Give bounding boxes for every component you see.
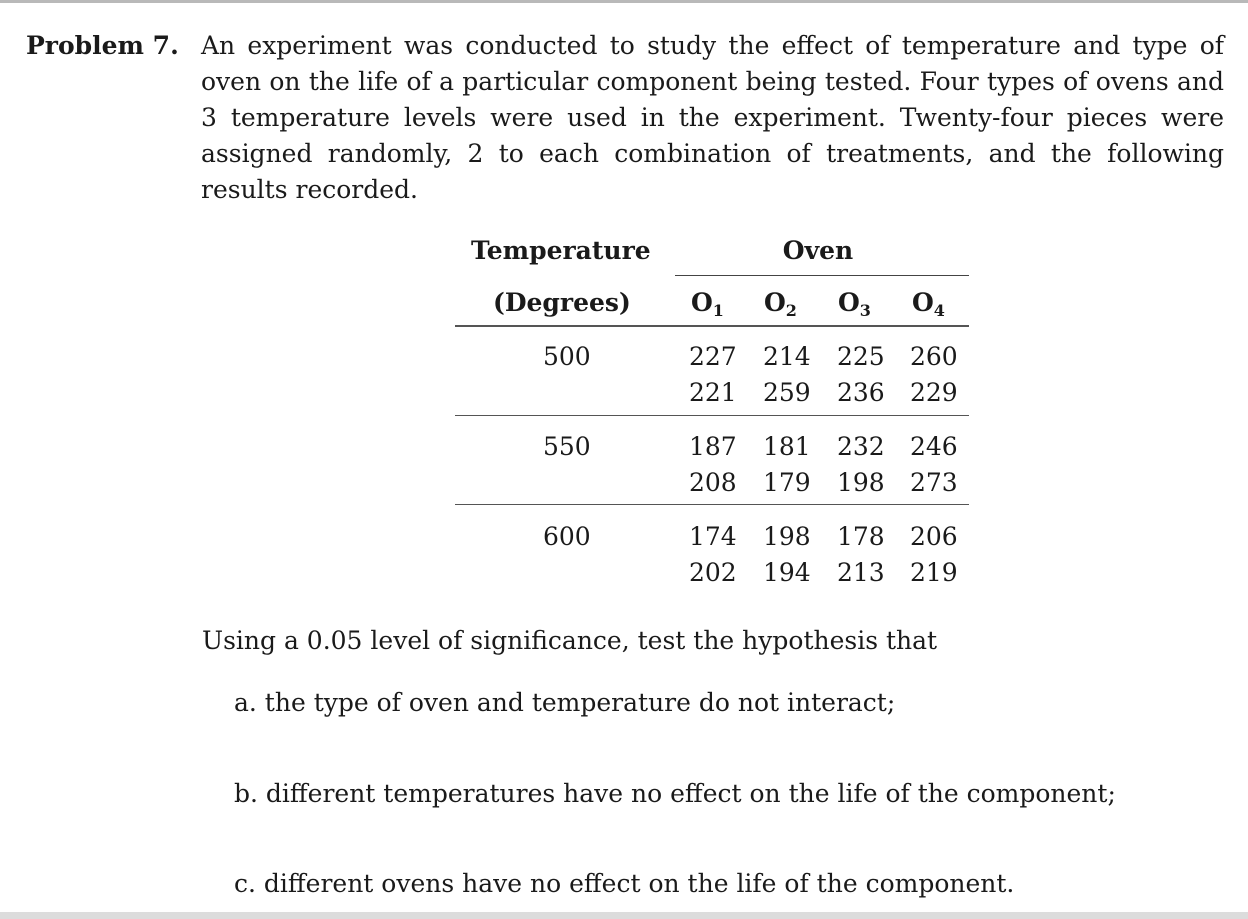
table-cell: 227: [689, 342, 737, 371]
table-cell: 198: [837, 468, 885, 497]
oven-header-underline: [675, 275, 969, 276]
table-cell: 236: [837, 378, 885, 407]
table-cell: 232: [837, 432, 885, 461]
oven-letter: O: [838, 288, 860, 317]
degrees-header: (Degrees): [493, 288, 631, 317]
temperature-cell: 600: [543, 522, 591, 551]
table-cell: 260: [910, 342, 958, 371]
oven-column-header: [764, 288, 797, 320]
table-cell: 225: [837, 342, 885, 371]
table-cell: 214: [763, 342, 811, 371]
question-item-c: c. different ovens have no effect on the life of the component.: [234, 869, 1015, 898]
table-cell: 246: [910, 432, 958, 461]
oven-column-header: [838, 288, 871, 320]
oven-header-label: Oven: [782, 236, 854, 265]
table-cell: 202: [689, 558, 737, 587]
table-cell: 273: [910, 468, 958, 497]
row-separator: [455, 504, 969, 505]
oven-subscript: 1: [712, 301, 724, 320]
header-rule: [455, 325, 969, 327]
oven-subscript: 3: [859, 301, 871, 320]
question-item-b: b. different temperatures have no effect on the life of the component;: [234, 779, 1116, 808]
table-cell: 229: [910, 378, 958, 407]
temperature-cell: 550: [543, 432, 591, 461]
table-cell: 206: [910, 522, 958, 551]
table-cell: 178: [837, 522, 885, 551]
table-cell: 181: [763, 432, 811, 461]
problem-label: Problem 7.: [26, 31, 179, 60]
oven-header: [675, 236, 969, 265]
question-item-a: a. the type of oven and temperature do not interact;: [234, 688, 896, 717]
oven-column-header: [912, 288, 945, 320]
row-separator: [455, 415, 969, 416]
table-cell: 174: [689, 522, 737, 551]
table-cell: 208: [689, 468, 737, 497]
table-cell: 194: [763, 558, 811, 587]
bottom-edge: [0, 912, 1248, 919]
oven-column-header: [691, 288, 724, 320]
table-cell: 219: [910, 558, 958, 587]
temperature-header: Temperature: [471, 236, 651, 265]
oven-letter: O: [764, 288, 786, 317]
table-cell: 198: [763, 522, 811, 551]
oven-letter: O: [912, 288, 934, 317]
question-intro: Using a 0.05 level of significance, test the hypothesis that: [202, 626, 938, 655]
table-cell: 187: [689, 432, 737, 461]
problem-statement: [26, 28, 1224, 208]
table-cell: 259: [763, 378, 811, 407]
table-cell: 213: [837, 558, 885, 587]
oven-letter: O: [691, 288, 713, 317]
table-cell: 221: [689, 378, 737, 407]
problem-text: An experiment was conducted to study the effect of temperature and type of oven on the life of a particular component being tested. Four types of ovens and 3 temperature levels were used in the experiment. Twenty-four pieces were assigned randomly, 2 to each combination of treatments, and the following results recorded.: [201, 31, 1224, 204]
oven-subscript: 2: [785, 301, 797, 320]
top-rule: [0, 0, 1248, 3]
table-cell: 179: [763, 468, 811, 497]
oven-subscript: 4: [933, 301, 945, 320]
temperature-cell: 500: [543, 342, 591, 371]
